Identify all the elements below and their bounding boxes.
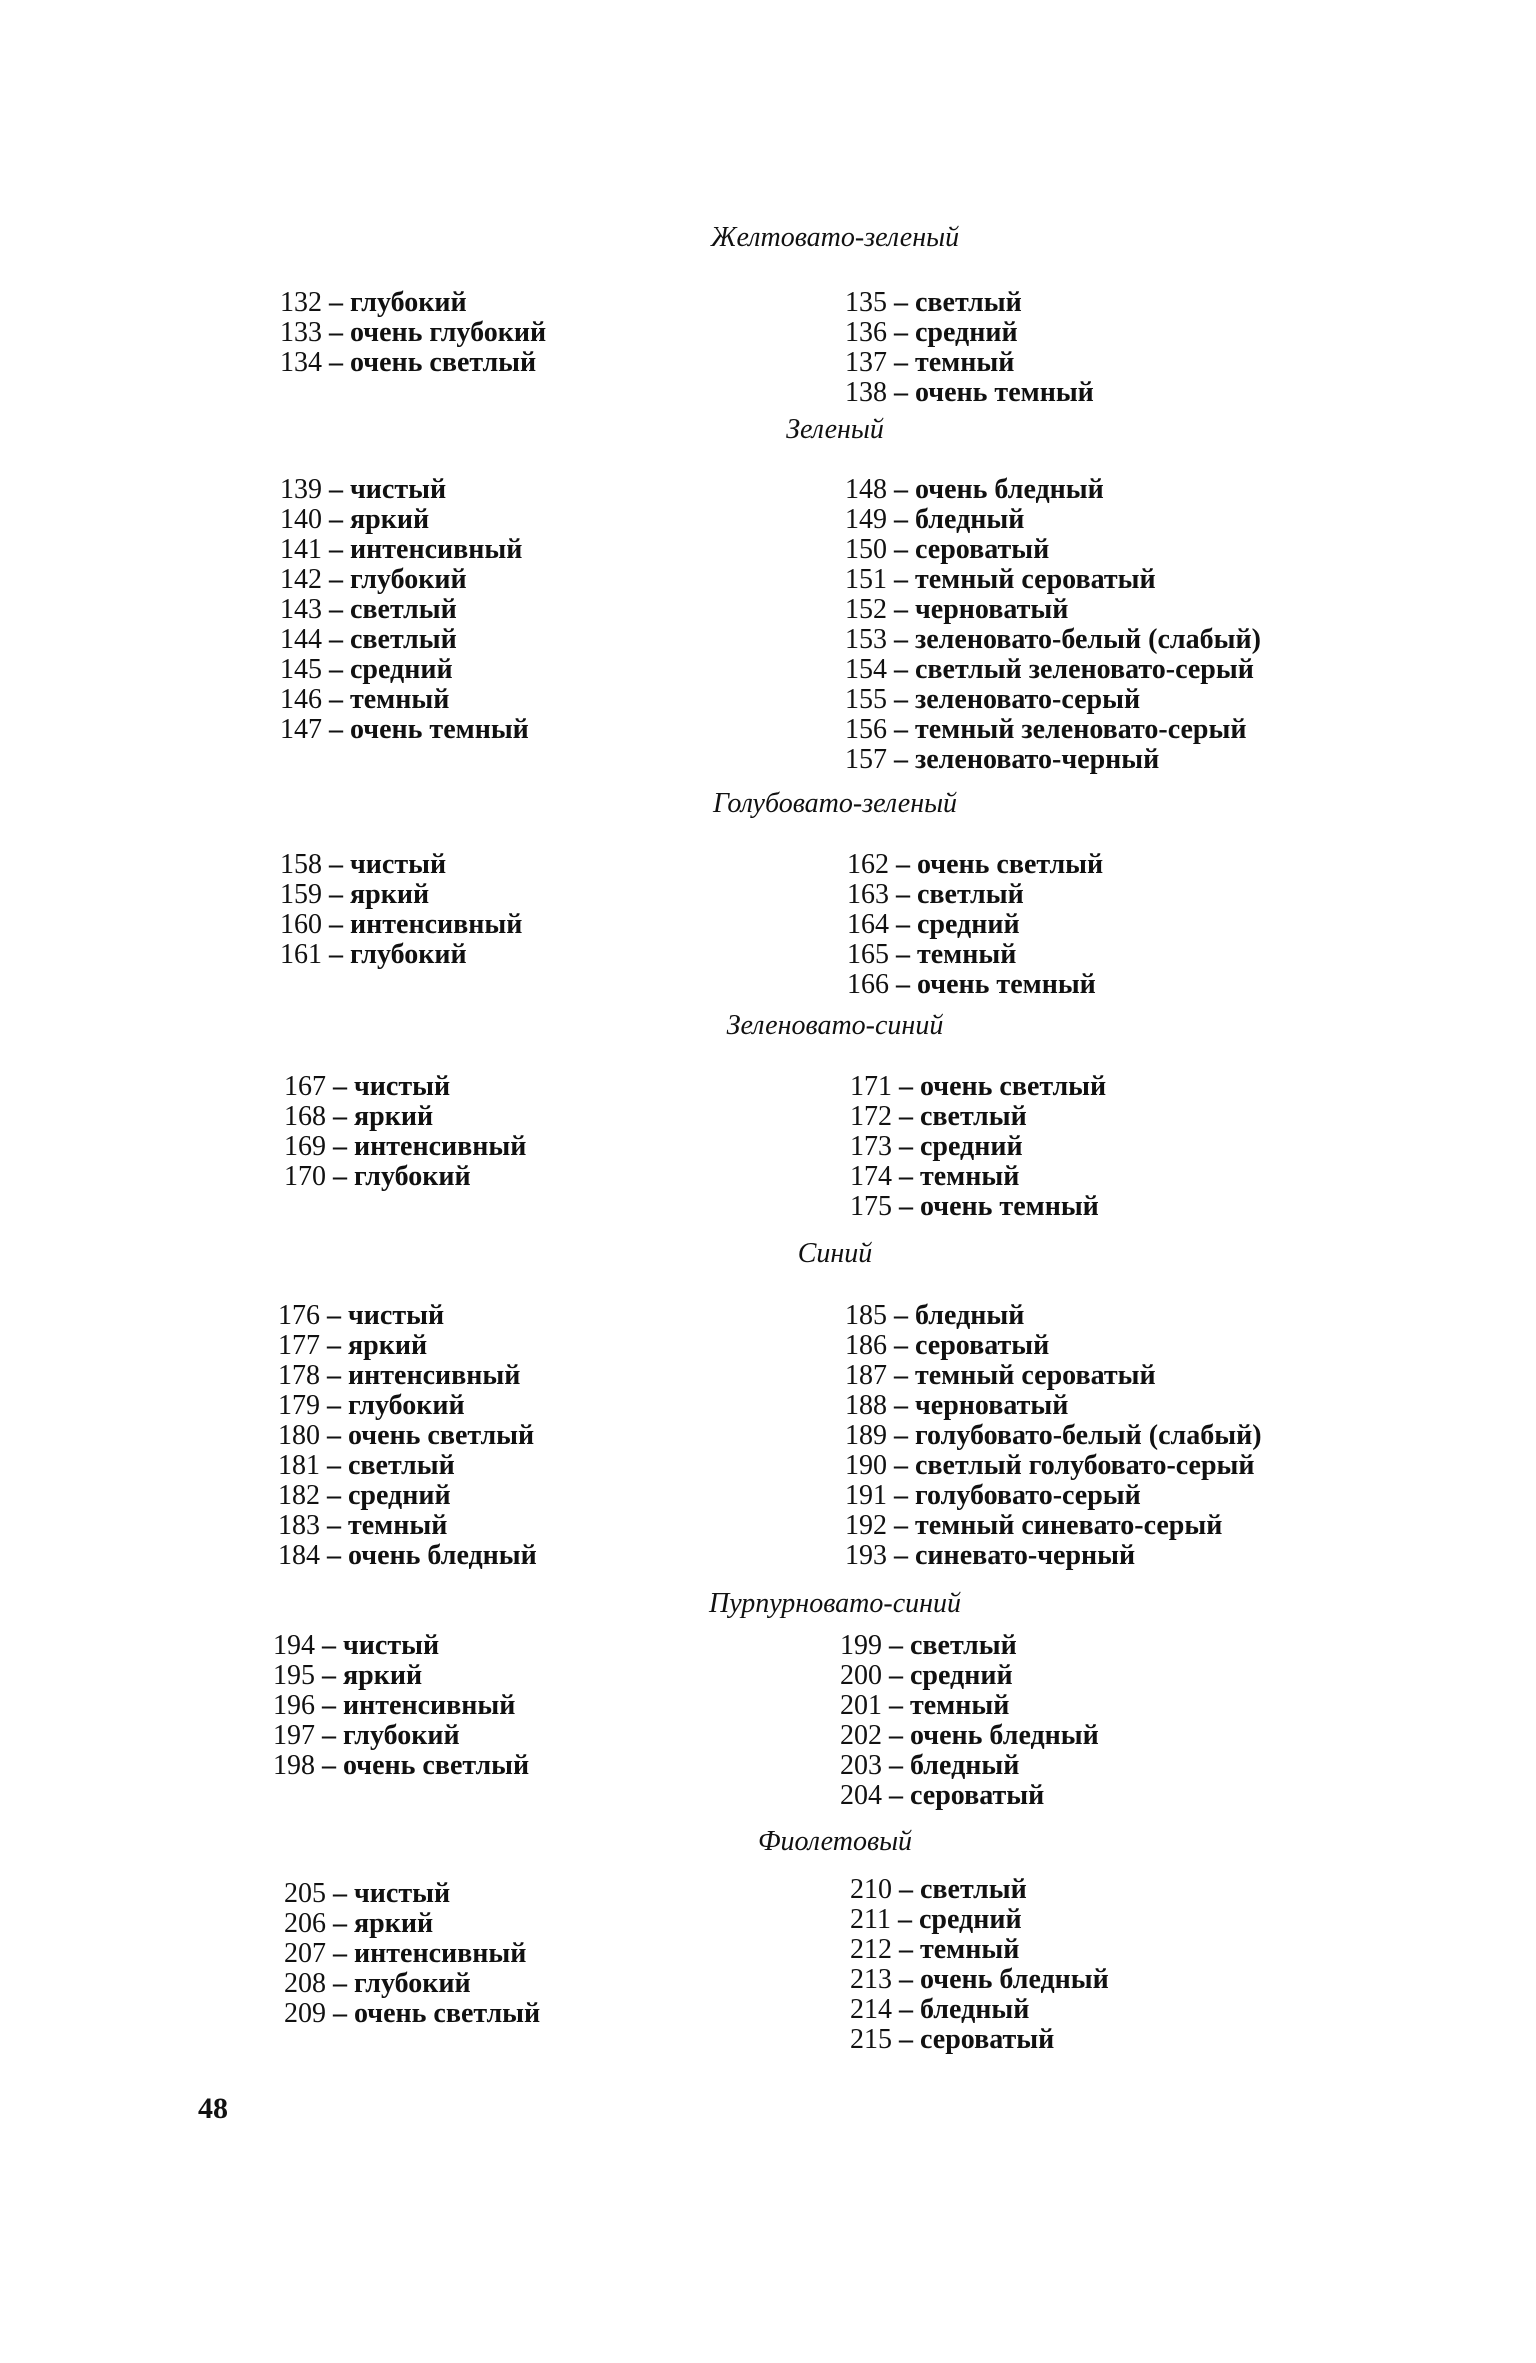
- item-text: – темный: [327, 1510, 448, 1541]
- item-number: 168: [284, 1101, 326, 1132]
- left-column: [284, 1072, 526, 1192]
- list-item: [840, 1631, 1099, 1661]
- item-text: – очень бледный: [327, 1540, 537, 1571]
- item-number: 169: [284, 1131, 326, 1162]
- list-item: [845, 288, 1094, 318]
- item-number: 132: [280, 287, 322, 318]
- list-item: [850, 1102, 1106, 1132]
- list-item: [840, 1751, 1099, 1781]
- list-item: [280, 288, 546, 318]
- list-item: [845, 378, 1094, 408]
- list-item: [278, 1301, 537, 1331]
- item-text: – сероватый: [899, 2024, 1055, 2055]
- item-text: – интенсивный: [333, 1938, 527, 1969]
- item-text: – средний: [327, 1480, 451, 1511]
- section-heading: Зеленый: [786, 414, 884, 445]
- list-item: [845, 1301, 1262, 1331]
- list-item: [845, 1481, 1262, 1511]
- item-text: – средний: [329, 654, 453, 685]
- left-column: [280, 475, 529, 745]
- item-text: – светлый: [329, 624, 457, 655]
- list-item: [845, 1511, 1262, 1541]
- item-number: 214: [850, 1994, 892, 2025]
- item-number: 140: [280, 504, 322, 535]
- item-number: 136: [845, 317, 887, 348]
- item-text: – яркий: [329, 879, 430, 910]
- item-text: – сероватый: [889, 1780, 1045, 1811]
- item-number: 160: [280, 909, 322, 940]
- item-number: 178: [278, 1360, 320, 1391]
- item-text: – интенсивный: [329, 534, 523, 565]
- item-text: – глубокий: [329, 287, 467, 318]
- item-text: – чистый: [322, 1630, 440, 1661]
- list-item: [278, 1391, 537, 1421]
- item-number: 172: [850, 1101, 892, 1132]
- right-column: [850, 1875, 1109, 2055]
- item-number: 138: [845, 377, 887, 408]
- list-item: [845, 1541, 1262, 1571]
- list-item: [280, 655, 529, 685]
- list-item: [840, 1691, 1099, 1721]
- item-number: 159: [280, 879, 322, 910]
- list-item: [280, 565, 529, 595]
- list-item: [284, 1909, 540, 1939]
- list-item: [845, 1331, 1262, 1361]
- item-text: – средний: [896, 909, 1020, 940]
- item-number: 204: [840, 1780, 882, 1811]
- item-number: 207: [284, 1938, 326, 1969]
- item-number: 215: [850, 2024, 892, 2055]
- item-number: 194: [273, 1630, 315, 1661]
- item-text: – черноватый: [894, 594, 1069, 625]
- page-number: 48: [198, 2092, 228, 2125]
- item-number: 192: [845, 1510, 887, 1541]
- item-text: – светлый: [894, 287, 1022, 318]
- item-number: 184: [278, 1540, 320, 1571]
- item-number: 174: [850, 1161, 892, 1192]
- list-item: [284, 1939, 540, 1969]
- section-heading: Синий: [797, 1238, 873, 1269]
- item-text: – чистый: [333, 1071, 451, 1102]
- list-item: [284, 1102, 526, 1132]
- section-heading: Пурпурновато-синий: [708, 1588, 962, 1619]
- item-text: – синевато-черный: [894, 1540, 1136, 1571]
- item-number: 211: [850, 1904, 891, 1935]
- item-number: 146: [280, 684, 322, 715]
- item-number: 206: [284, 1908, 326, 1939]
- item-number: 198: [273, 1750, 315, 1781]
- right-column: [845, 475, 1261, 775]
- item-text: – сероватый: [894, 534, 1050, 565]
- item-text: – чистый: [333, 1878, 451, 1909]
- right-column: [847, 850, 1103, 1000]
- item-number: 182: [278, 1480, 320, 1511]
- list-item: [278, 1331, 537, 1361]
- list-item: [845, 505, 1261, 535]
- item-number: 134: [280, 347, 322, 378]
- item-number: 155: [845, 684, 887, 715]
- item-number: 205: [284, 1878, 326, 1909]
- item-number: 190: [845, 1450, 887, 1481]
- item-number: 144: [280, 624, 322, 655]
- item-text: – темный сероватый: [894, 564, 1156, 595]
- list-item: [273, 1721, 529, 1751]
- list-item: [280, 625, 529, 655]
- list-item: [845, 745, 1261, 775]
- list-item: [850, 1072, 1106, 1102]
- list-item: [847, 850, 1103, 880]
- section-heading: Желтовато-зеленый: [710, 222, 960, 253]
- item-text: – зеленовато-черный: [894, 744, 1160, 775]
- item-number: 153: [845, 624, 887, 655]
- list-item: [850, 1875, 1109, 1905]
- item-text: – очень темный: [329, 714, 529, 745]
- item-text: – чистый: [329, 474, 447, 505]
- list-item: [840, 1661, 1099, 1691]
- list-item: [284, 1072, 526, 1102]
- item-number: 150: [845, 534, 887, 565]
- list-item: [284, 1162, 526, 1192]
- item-number: 156: [845, 714, 887, 745]
- item-number: 133: [280, 317, 322, 348]
- item-number: 161: [280, 939, 322, 970]
- list-item: [280, 940, 522, 970]
- item-text: – очень темный: [896, 969, 1096, 1000]
- item-text: – глубокий: [327, 1390, 465, 1421]
- list-item: [845, 535, 1261, 565]
- list-item: [278, 1361, 537, 1391]
- item-number: 177: [278, 1330, 320, 1361]
- list-item: [845, 1421, 1262, 1451]
- item-text: – светлый: [899, 1101, 1027, 1132]
- item-text: – очень светлый: [899, 1071, 1107, 1102]
- right-column: [845, 288, 1094, 408]
- item-number: 191: [845, 1480, 887, 1511]
- item-number: 193: [845, 1540, 887, 1571]
- item-text: – чистый: [327, 1300, 445, 1331]
- item-text: – средний: [889, 1660, 1013, 1691]
- list-item: [278, 1481, 537, 1511]
- item-text: – светлый: [899, 1874, 1027, 1905]
- list-item: [284, 1999, 540, 2029]
- item-number: 171: [850, 1071, 892, 1102]
- list-item: [284, 1969, 540, 1999]
- item-text: – бледный: [894, 504, 1025, 535]
- item-number: 166: [847, 969, 889, 1000]
- item-text: – сероватый: [894, 1330, 1050, 1361]
- item-number: 208: [284, 1968, 326, 1999]
- item-text: – светлый: [896, 879, 1024, 910]
- item-text: – очень светлый: [896, 849, 1104, 880]
- item-text: – темный синевато-серый: [894, 1510, 1223, 1541]
- list-item: [280, 535, 529, 565]
- section-heading: Зеленовато-синий: [726, 1010, 944, 1041]
- item-number: 186: [845, 1330, 887, 1361]
- right-column: [845, 1301, 1262, 1571]
- list-item: [850, 1995, 1109, 2025]
- item-number: 151: [845, 564, 887, 595]
- item-text: – глубокий: [322, 1720, 460, 1751]
- list-item: [845, 1361, 1262, 1391]
- list-item: [284, 1879, 540, 1909]
- list-item: [847, 910, 1103, 940]
- item-number: 209: [284, 1998, 326, 2029]
- item-number: 213: [850, 1964, 892, 1995]
- item-text: – глубокий: [333, 1968, 471, 1999]
- item-number: 188: [845, 1390, 887, 1421]
- list-item: [273, 1751, 529, 1781]
- item-number: 141: [280, 534, 322, 565]
- list-item: [840, 1781, 1099, 1811]
- item-text: – интенсивный: [327, 1360, 521, 1391]
- list-item: [280, 475, 529, 505]
- right-column: [840, 1631, 1099, 1811]
- left-column: [278, 1301, 537, 1571]
- item-number: 175: [850, 1191, 892, 1222]
- list-item: [850, 1935, 1109, 1965]
- item-text: – темный: [329, 684, 450, 715]
- list-item: [278, 1541, 537, 1571]
- item-text: – глубокий: [333, 1161, 471, 1192]
- item-text: – глубокий: [329, 564, 467, 595]
- list-item: [278, 1511, 537, 1541]
- left-column: [284, 1879, 540, 2029]
- item-text: – очень светлый: [333, 1998, 541, 2029]
- item-text: – черноватый: [894, 1390, 1069, 1421]
- item-text: – очень светлый: [322, 1750, 530, 1781]
- section-heading: Фиолетовый: [757, 1826, 913, 1857]
- list-item: [273, 1661, 529, 1691]
- item-number: 173: [850, 1131, 892, 1162]
- item-text: – яркий: [322, 1660, 423, 1691]
- item-number: 137: [845, 347, 887, 378]
- list-item: [845, 715, 1261, 745]
- item-text: – темный: [899, 1934, 1020, 1965]
- item-number: 189: [845, 1420, 887, 1451]
- item-number: 176: [278, 1300, 320, 1331]
- item-text: – голубовато-серый: [894, 1480, 1141, 1511]
- item-text: – очень темный: [899, 1191, 1099, 1222]
- item-number: 183: [278, 1510, 320, 1541]
- item-number: 202: [840, 1720, 882, 1751]
- item-number: 179: [278, 1390, 320, 1421]
- item-text: – интенсивный: [333, 1131, 527, 1162]
- list-item: [280, 850, 522, 880]
- item-text: – бледный: [889, 1750, 1020, 1781]
- item-number: 185: [845, 1300, 887, 1331]
- list-item: [280, 880, 522, 910]
- item-number: 148: [845, 474, 887, 505]
- item-text: – очень бледный: [889, 1720, 1099, 1751]
- item-number: 201: [840, 1690, 882, 1721]
- item-number: 164: [847, 909, 889, 940]
- item-number: 162: [847, 849, 889, 880]
- list-item: [847, 880, 1103, 910]
- item-text: – средний: [899, 1131, 1023, 1162]
- item-number: 195: [273, 1660, 315, 1691]
- list-item: [280, 685, 529, 715]
- item-number: 139: [280, 474, 322, 505]
- list-item: [840, 1721, 1099, 1751]
- list-item: [850, 1192, 1106, 1222]
- item-text: – средний: [894, 317, 1018, 348]
- item-number: 181: [278, 1450, 320, 1481]
- item-text: – чистый: [329, 849, 447, 880]
- item-number: 158: [280, 849, 322, 880]
- list-item: [280, 595, 529, 625]
- item-number: 200: [840, 1660, 882, 1691]
- item-number: 152: [845, 594, 887, 625]
- list-item: [845, 625, 1261, 655]
- list-item: [845, 1391, 1262, 1421]
- list-item: [284, 1132, 526, 1162]
- item-text: – бледный: [894, 1300, 1025, 1331]
- list-item: [273, 1631, 529, 1661]
- list-item: [845, 318, 1094, 348]
- list-item: [850, 1162, 1106, 1192]
- item-number: 196: [273, 1690, 315, 1721]
- item-number: 163: [847, 879, 889, 910]
- list-item: [850, 1965, 1109, 1995]
- item-text: – зеленовато-белый (слабый): [894, 624, 1261, 655]
- item-text: – очень светлый: [327, 1420, 535, 1451]
- item-number: 145: [280, 654, 322, 685]
- item-number: 147: [280, 714, 322, 745]
- item-number: 203: [840, 1750, 882, 1781]
- item-text: – светлый: [329, 594, 457, 625]
- item-number: 170: [284, 1161, 326, 1192]
- left-column: [280, 288, 546, 378]
- list-item: [845, 595, 1261, 625]
- item-text: – темный зеленовато-серый: [894, 714, 1247, 745]
- item-number: 197: [273, 1720, 315, 1751]
- item-number: 135: [845, 287, 887, 318]
- item-text: – светлый: [327, 1450, 455, 1481]
- item-number: 143: [280, 594, 322, 625]
- item-number: 199: [840, 1630, 882, 1661]
- item-number: 157: [845, 744, 887, 775]
- item-text: – светлый голубовато-серый: [894, 1450, 1255, 1481]
- item-text: – средний: [897, 1904, 1022, 1935]
- item-text: – очень темный: [894, 377, 1094, 408]
- item-text: – очень бледный: [894, 474, 1104, 505]
- item-text: – темный: [889, 1690, 1010, 1721]
- item-text: – голубовато-белый (слабый): [894, 1420, 1262, 1451]
- list-item: [847, 940, 1103, 970]
- item-text: – очень светлый: [329, 347, 537, 378]
- list-item: [850, 1132, 1106, 1162]
- list-item: [845, 348, 1094, 378]
- item-text: – яркий: [327, 1330, 428, 1361]
- list-item: [278, 1421, 537, 1451]
- item-text: – темный: [896, 939, 1017, 970]
- list-item: [280, 318, 546, 348]
- item-text: – яркий: [333, 1908, 434, 1939]
- list-item: [278, 1451, 537, 1481]
- list-item: [850, 2025, 1109, 2055]
- section-heading: Голубовато-зеленый: [712, 788, 958, 819]
- item-number: 210: [850, 1874, 892, 1905]
- list-item: [845, 655, 1261, 685]
- left-column: [273, 1631, 529, 1781]
- item-number: 149: [845, 504, 887, 535]
- list-item: [280, 505, 529, 535]
- item-text: – интенсивный: [322, 1690, 516, 1721]
- item-text: – светлый зеленовато-серый: [894, 654, 1254, 685]
- list-item: [845, 1451, 1262, 1481]
- item-number: 187: [845, 1360, 887, 1391]
- item-text: – светлый: [889, 1630, 1017, 1661]
- item-number: 167: [284, 1071, 326, 1102]
- list-item: [850, 1905, 1109, 1935]
- item-text: – очень глубокий: [329, 317, 547, 348]
- list-item: [845, 565, 1261, 595]
- list-item: [280, 348, 546, 378]
- item-text: – очень бледный: [899, 1964, 1109, 1995]
- item-number: 212: [850, 1934, 892, 1965]
- item-number: 165: [847, 939, 889, 970]
- list-item: [845, 685, 1261, 715]
- left-column: [280, 850, 522, 970]
- right-column: [850, 1072, 1106, 1222]
- list-item: [280, 910, 522, 940]
- item-text: – яркий: [333, 1101, 434, 1132]
- item-number: 142: [280, 564, 322, 595]
- list-item: [273, 1691, 529, 1721]
- list-item: [847, 970, 1103, 1000]
- item-number: 154: [845, 654, 887, 685]
- item-text: – темный: [894, 347, 1015, 378]
- item-number: 180: [278, 1420, 320, 1451]
- item-text: – интенсивный: [329, 909, 523, 940]
- item-text: – темный сероватый: [894, 1360, 1156, 1391]
- item-text: – темный: [899, 1161, 1020, 1192]
- item-text: – яркий: [329, 504, 430, 535]
- item-text: – глубокий: [329, 939, 467, 970]
- list-item: [280, 715, 529, 745]
- list-item: [845, 475, 1261, 505]
- item-text: – зеленовато-серый: [894, 684, 1141, 715]
- item-text: – бледный: [899, 1994, 1030, 2025]
